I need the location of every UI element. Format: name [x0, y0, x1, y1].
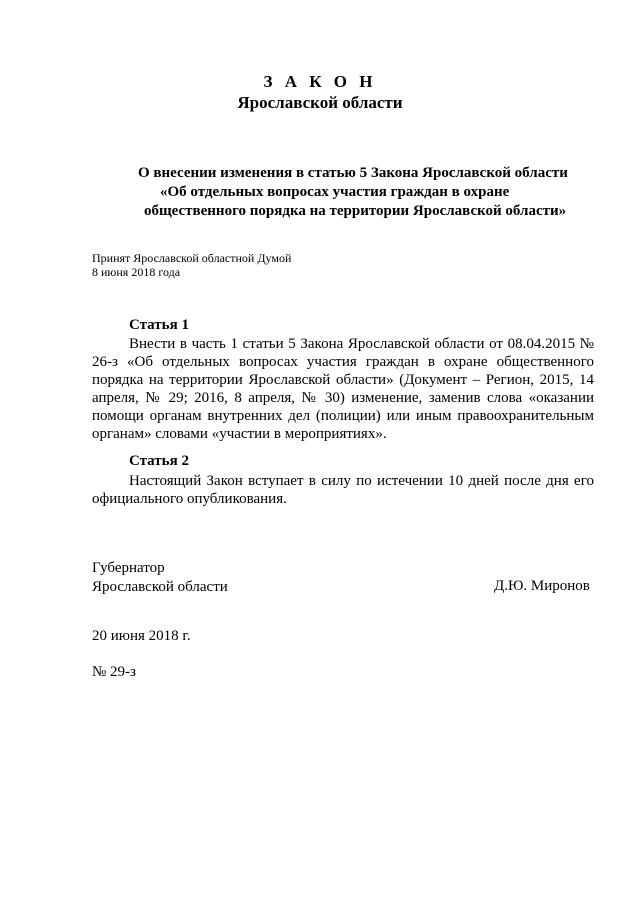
- signatory-title-line-1: Губернатор: [92, 560, 165, 576]
- subject-line-3: общественного порядка на территории Ярославской области»: [144, 203, 567, 219]
- adopted-by: Принят Ярославской областной Думой: [92, 251, 292, 265]
- article-2-heading: Статья 2: [129, 453, 189, 469]
- article-1-text: Внести в часть 1 статьи 5 Закона Ярославской области от 08.04.2015 № 26-з «Об отдельных вопросах участия граждан в охране общественного порядка на территории Ярославской области» (Документ – Регион, 2015, 14 апреля, № 29; 2016, 8 апреля, № 30) изменение, заменив слова «оказании помощи органам внутренних дел (полиции) или иным правоохранительным органам» словами «участии в мероприятиях».: [92, 336, 594, 442]
- adoption-note: [92, 251, 291, 279]
- adopted-date: 8 июня 2018 года: [92, 265, 181, 279]
- signing-date: 20 июня 2018 г.: [92, 628, 191, 644]
- article-1-heading: Статья 1: [129, 317, 189, 333]
- subject-line-2: «Об отдельных вопросах участия граждан в охране: [160, 184, 510, 200]
- signatory-title: [92, 559, 228, 597]
- document-type-heading: З А К О Н: [263, 72, 377, 91]
- signatory-title-line-2: Ярославской области: [92, 579, 228, 595]
- signatory-name: Д.Ю. Миронов: [494, 578, 590, 594]
- region-heading: Ярославской области: [237, 93, 403, 112]
- article-2-text: Настоящий Закон вступает в силу по истечении 10 дней после дня его официального опубликования.: [92, 473, 594, 507]
- law-number: № 29-з: [92, 664, 136, 680]
- subject-line-1: О внесении изменения в статью 5 Закона Ярославской области: [138, 165, 568, 181]
